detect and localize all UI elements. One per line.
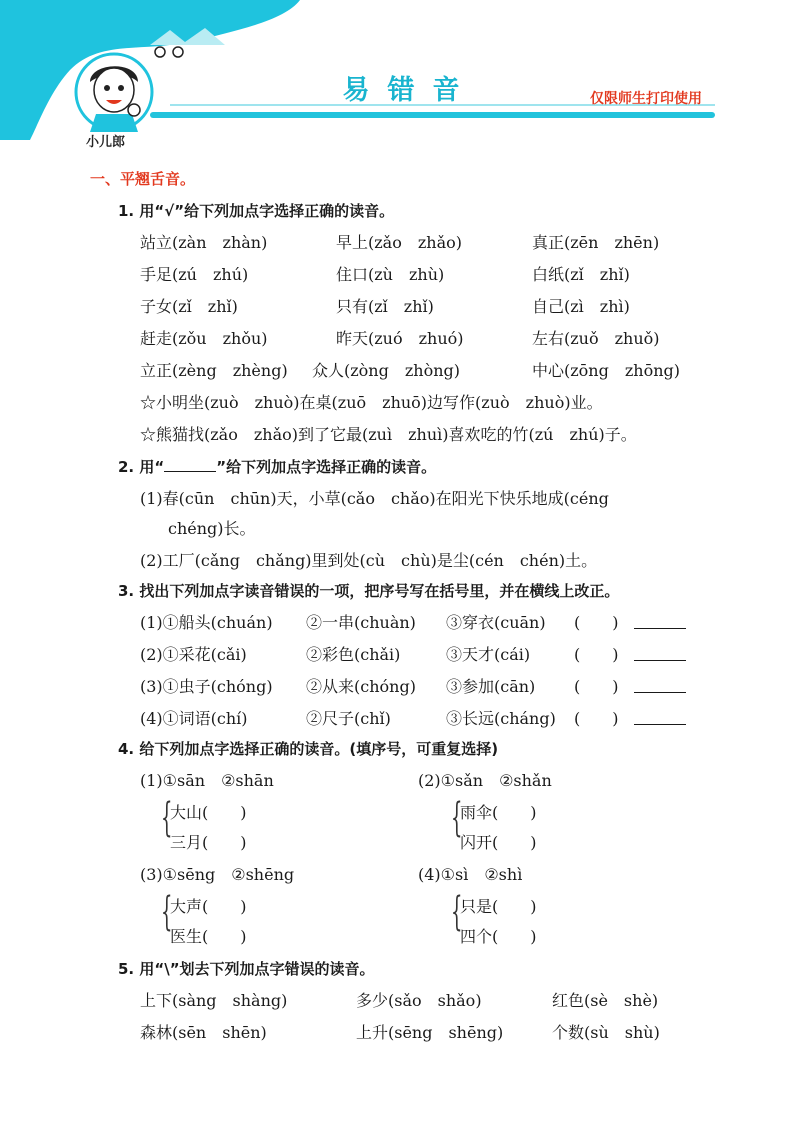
q1-item: 昨天(zuó zhuó): [336, 329, 464, 348]
q3-option: ③穿衣(cuān): [446, 613, 546, 632]
q1-item: 早上(zǎo zhǎo): [336, 233, 462, 252]
q2-title-post: ”给下列加点字选择正确的读音。: [216, 458, 437, 476]
brace-icon: {: [160, 795, 173, 841]
q3-option: ③天才(cái): [446, 645, 531, 664]
q1-item: 白纸(zǐ zhǐ): [532, 265, 630, 284]
q1-item: 子女(zǐ zhǐ): [140, 297, 238, 316]
question-1-title: 1. 用“√”给下列加点字选择正确的读音。: [118, 202, 395, 220]
q3-option: ②尺子(chǐ): [306, 709, 391, 728]
q1-item: 赶走(zǒu zhǒu): [140, 329, 268, 348]
brace-icon: {: [450, 795, 463, 841]
section-title: 一、平翘舌音。: [90, 170, 196, 188]
answer-bracket[interactable]: ( ): [574, 645, 619, 664]
q3-option: ②一串(chuàn): [306, 613, 416, 632]
q1-item: 左右(zuǒ zhuǒ): [532, 329, 660, 348]
q4-item[interactable]: 大声( ): [170, 897, 247, 916]
q1-sentence: ☆熊猫找(zǎo zhǎo)到了它最(zuì zhuì)喜欢吃的竹(zú zhú)子。: [140, 425, 637, 444]
q4-item[interactable]: 医生( ): [170, 927, 247, 946]
q5-item: 个数(sù shù): [552, 1023, 660, 1042]
q5-item: 红色(sè shè): [552, 991, 659, 1010]
question-5-title: 5. 用“\”划去下列加点字错误的读音。: [118, 960, 375, 978]
q3-option: (3)①虫子(chóng): [140, 677, 273, 696]
brace-icon: {: [160, 889, 173, 935]
q3-option: ②从来(chóng): [306, 677, 416, 696]
q4-item[interactable]: 只是( ): [460, 897, 537, 916]
q4-group-label: (2)①sǎn ②shǎn: [418, 771, 552, 790]
q4-group-label: (4)①sì ②shì: [418, 865, 523, 884]
answer-line[interactable]: [634, 710, 686, 725]
q1-item: 站立(zàn zhàn): [140, 233, 268, 252]
q1-item: 只有(zǐ zhǐ): [336, 297, 434, 316]
answer-line[interactable]: [634, 614, 686, 629]
q1-item: 真正(zēn zhēn): [532, 233, 660, 252]
q5-item: 上下(sàng shàng): [140, 991, 288, 1010]
q4-item[interactable]: 大山( ): [170, 803, 247, 822]
q3-option: ③长远(cháng): [446, 709, 556, 728]
q4-group-label: (1)①sān ②shān: [140, 771, 274, 790]
print-notice: 仅限师生打印使用: [590, 91, 702, 107]
q2-title-pre: 2. 用“: [118, 458, 165, 476]
answer-bracket[interactable]: ( ): [574, 709, 619, 728]
q2-sentence: (1)春(cūn chūn)天，小草(cǎo chǎo)在阳光下快乐地成(céng: [140, 489, 609, 508]
answer-line[interactable]: [634, 646, 686, 661]
q1-item: 众人(zòng zhòng): [312, 361, 461, 380]
q4-item[interactable]: 四个( ): [460, 927, 537, 946]
q1-item: 住口(zù zhù): [336, 265, 445, 284]
question-3-title: 3. 找出下列加点字读音错误的一项，把序号写在括号里，并在横线上改正。: [118, 582, 620, 600]
q3-option: (1)①船头(chuán): [140, 613, 273, 632]
answer-bracket[interactable]: ( ): [574, 677, 619, 696]
q5-item: 多少(sǎo shǎo): [356, 991, 482, 1010]
underline-mark: [164, 457, 216, 472]
q1-item: 立正(zèng zhèng): [140, 361, 288, 380]
q4-group-label: (3)①sēng ②shēng: [140, 865, 295, 884]
header-divider: [150, 112, 715, 118]
q4-item[interactable]: 雨伞( ): [460, 803, 537, 822]
q5-item: 森林(sēn shēn): [140, 1023, 267, 1042]
mascot-boy-icon: [68, 52, 160, 134]
question-2-title: [118, 456, 436, 477]
q3-option: ②彩色(chǎi): [306, 645, 401, 664]
q3-option: (2)①采花(cǎi): [140, 645, 247, 664]
page-title: 易错音: [342, 75, 478, 106]
q4-item[interactable]: 三月( ): [170, 833, 247, 852]
q5-item: 上升(sēng shēng): [356, 1023, 504, 1042]
header-decoration: [0, 0, 320, 140]
q1-item: 手足(zú zhú): [140, 265, 249, 284]
q2-sentence: (2)工厂(cǎng chǎng)里到处(cù chù)是尘(cén chén)土。: [140, 551, 598, 570]
q1-item: 自己(zì zhì): [532, 297, 630, 316]
q1-item: 中心(zōng zhōng): [532, 361, 681, 380]
q1-sentence: ☆小明坐(zuò zhuò)在桌(zuō zhuō)边写作(zuò zhuò)业。: [140, 393, 603, 412]
brace-icon: {: [450, 889, 463, 935]
question-4-title: 4. 给下列加点字选择正确的读音。(填序号，可重复选择): [118, 740, 499, 758]
q2-sentence: chéng)长。: [168, 519, 256, 538]
q4-item[interactable]: 闪开( ): [460, 833, 537, 852]
q3-option: (4)①词语(chí): [140, 709, 248, 728]
brand-label: 小儿郎: [86, 135, 126, 150]
answer-bracket[interactable]: ( ): [574, 613, 619, 632]
answer-line[interactable]: [634, 678, 686, 693]
q3-option: ③参加(cān): [446, 677, 536, 696]
